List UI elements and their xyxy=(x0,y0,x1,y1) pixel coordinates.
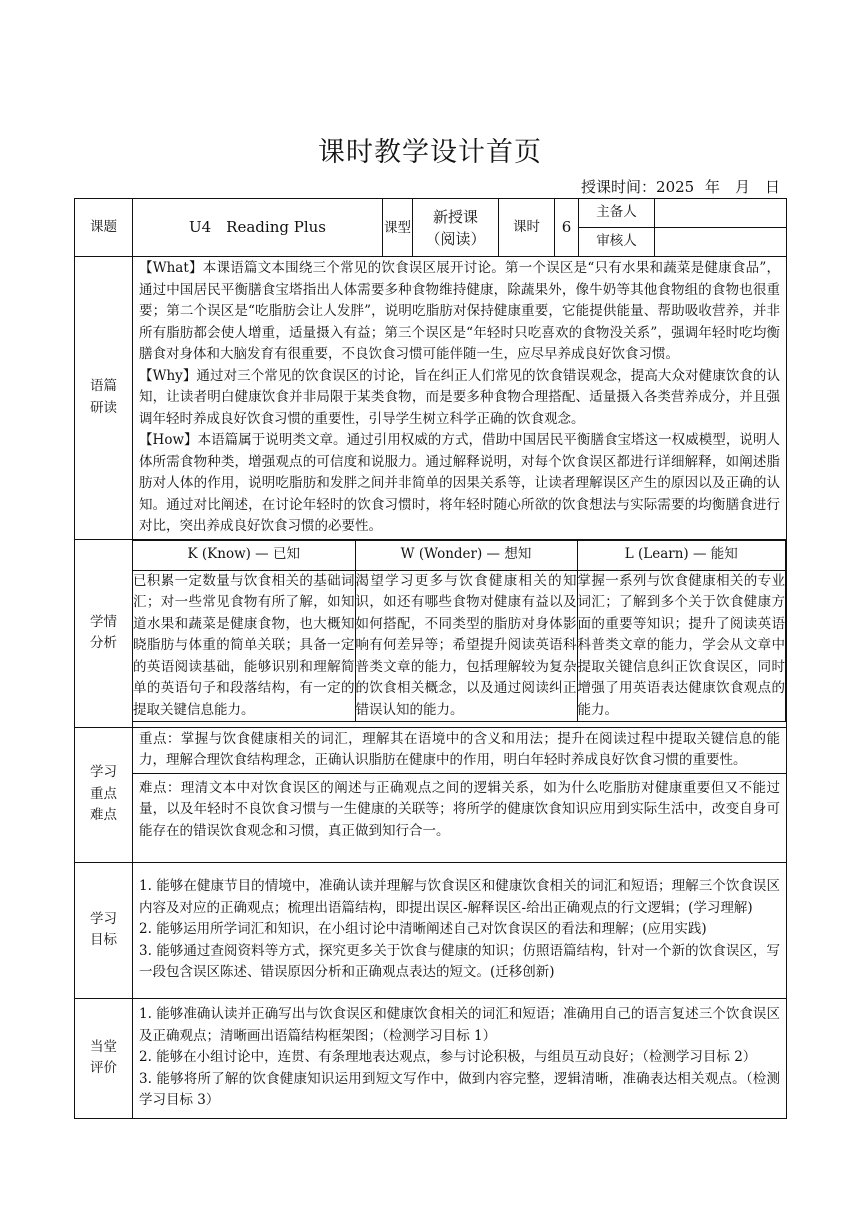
assessment-item-3: 3. 能够将所了解的饮食健康知识运用到短文写作中，做到内容完整，逻辑清晰，准确表达相关观点。（检测学习目标 3） xyxy=(139,1070,780,1109)
type-label: 课型 xyxy=(383,199,413,257)
kwl-learn-text: 掌握一系列与饮食健康相关的专业词汇；了解到多个关于饮食健康方面的重要等知识；提升了阅读英语科普类文章的能力，学会从文章中提取关键信息纠正饮食误区，同时增强了用英语表达健康饮食观点的能力。 xyxy=(577,570,786,722)
why-paragraph: 【Why】通过对三个常见的饮食误区的讨论，旨在纠正人们常见的饮食错误观念，提高大众对健康饮食的认知，让读者明白健康饮食并非局限于某类食物，而是要多种食物合理搭配、适量摄入各类营养成分，并且强调年轻时养成良好饮食习惯的重要性，引导学生树立科学正确的饮食观念。 xyxy=(139,367,780,427)
review-value[interactable] xyxy=(655,228,787,257)
type-value-line2: （阅读） xyxy=(425,229,486,248)
kwl-wonder-text: 渴望学习更多与饮食健康相关的知识，如还有哪些食物对健康有益以及如何搭配，不同类型的脂肪对身体影响有何差异等；希望提升阅读英语科普类文章的能力，包括理解较为复杂的饮食相关概念，以及通过阅读纠正错误认知的能力。 xyxy=(355,570,577,722)
kwl-learn-header: L (Learn) — 能知 xyxy=(577,540,786,570)
kwl-wonder-header: W (Wonder) — 想知 xyxy=(355,540,577,570)
objectives-label: 学习目标 xyxy=(75,862,133,998)
type-value xyxy=(413,199,499,257)
lead-value[interactable] xyxy=(655,199,787,228)
assessment-content xyxy=(133,998,787,1118)
kwl-cell xyxy=(133,539,787,727)
review-label: 审核人 xyxy=(579,228,655,257)
assessment-label: 当堂评价 xyxy=(75,998,133,1118)
lesson-plan-table xyxy=(74,198,787,1119)
topic-value: U4 Reading Plus xyxy=(133,199,383,257)
learner-label: 学情分析 xyxy=(75,539,133,727)
lesson-date: 授课时间：2025 年 月 日 xyxy=(581,178,780,196)
assessment-item-2: 2. 能够在小组讨论中，连贯、有条理地表达观点，参与讨论积极，与组员互动良好；（检测学习目标 2） xyxy=(139,1049,757,1066)
key-points-label: 学习重点难点 xyxy=(75,727,133,862)
how-paragraph: 【How】本语篇属于说明类文章。通过引用权威的方式，借助中国居民平衡膳食宝塔这一权威模型，说明人体所需食物种类，增强观点的可信度和说服力。通过解释说明，对每个饮食误区都进行详细解释，如阐述脂肪对人体的作用，说明吃脂肪和发胖之间并非简单的因果关系等，让读者理解误区产生的原因以及正确的认知。通过对比阐述，在讨论年轻时的饮食习惯时，将年轻时随心所欲的饮食想法与实际需要的均衡膳食进行对比，突出养成良好饮食习惯的必要性。 xyxy=(139,432,780,534)
objectives-content xyxy=(133,862,787,998)
type-value-line1: 新授课 xyxy=(432,207,478,226)
kwl-know-text: 已积累一定数量与饮食相关的基础词汇；对一些常见食物有所了解，如知道水果和蔬菜是健康食物，也大概知晓脂肪与体重的简单关联；具备一定的英语阅读基础，能够识别和理解简单的英语句子和段落结构，有一定的提取关键信息能力。 xyxy=(133,570,355,722)
objective-item-3: 3. 能够通过查阅资料等方式，探究更多关于饮食与健康的知识；仿照语篇结构，针对一个新的饮食误区，写一段包含误区陈述、错误原因分析和正确观点表达的短文。(迁移创新) xyxy=(139,942,780,981)
topic-label: 课题 xyxy=(75,199,133,257)
key-point-text: 重点：掌握与饮食健康相关的词汇，理解其在语境中的含义和用法；提升在阅读过程中提取关键信息的能力，理解合理饮食结构理念，正确认识脂肪在健康中的作用，明白年轻时养成良好饮食习惯的重要性。 xyxy=(133,728,786,774)
text-study-label: 语篇研读 xyxy=(75,257,133,540)
kwl-know-header: K (Know) — 已知 xyxy=(133,540,355,570)
objective-item-2: 2. 能够运用所学词汇和知识，在小组讨论中清晰阐述自己对饮食误区的看法和理解；(应用实践) xyxy=(139,921,707,938)
difficult-point-text: 难点：理清文本中对饮食误区的阐述与正确观点之间的逻辑关系，如为什么吃脂肪对健康重要但又不能过量，以及年轻时不良饮食习惯与一生健康的关联等；将所学的健康饮食知识应用到实际生活中，改变自身可能存在的错误饮食观念和习惯，真正做到知行合一。 xyxy=(139,779,780,839)
what-paragraph: 【What】本课语篇文本围绕三个常见的饮食误区展开讨论。第一个误区是“只有水果和蔬菜是健康食品”，通过中国居民平衡膳食宝塔指出人体需要多种食物维持健康，除蔬果外，像牛奶等其他食物组的食物也很重要；第二个误区是“吃脂肪会让人发胖”，说明吃脂肪对保持健康重要，它能提供能量、帮助吸收营养，并非所有脂肪都会使人增重，适量摄入有益；第三个误区是“年轻时只吃喜欢的食物没关系”，强调年轻时吃均衡膳食对身体和大脑发育有很重要，不良饮食习惯可能伴随一生，应尽早养成良好饮食习惯。 xyxy=(139,260,780,362)
hours-label: 课时 xyxy=(499,199,555,257)
objective-item-1: 1. 能够在健康节目的情境中，准确认读并理解与饮食误区和健康饮食相关的词汇和短语；理解三个饮食误区内容及对应的正确观点；梳理出语篇结构，即提出误区-解释误区-给出正确观点的行文逻辑；(学习理解) xyxy=(139,878,780,916)
page-title: 课时教学设计首页 xyxy=(318,137,542,168)
assessment-item-1: 1. 能够准确认读并正确写出与饮食误区和健康饮食相关的词汇和短语；准确用自己的语言复述三个饮食误区及正确观点；清晰画出语篇结构框架图；（检测学习目标 1） xyxy=(139,1006,780,1044)
kwl-table xyxy=(133,540,786,723)
key-points-cell xyxy=(133,727,787,862)
text-study-content xyxy=(133,257,787,540)
lead-label: 主备人 xyxy=(579,199,655,228)
hours-value: 6 xyxy=(555,199,579,257)
